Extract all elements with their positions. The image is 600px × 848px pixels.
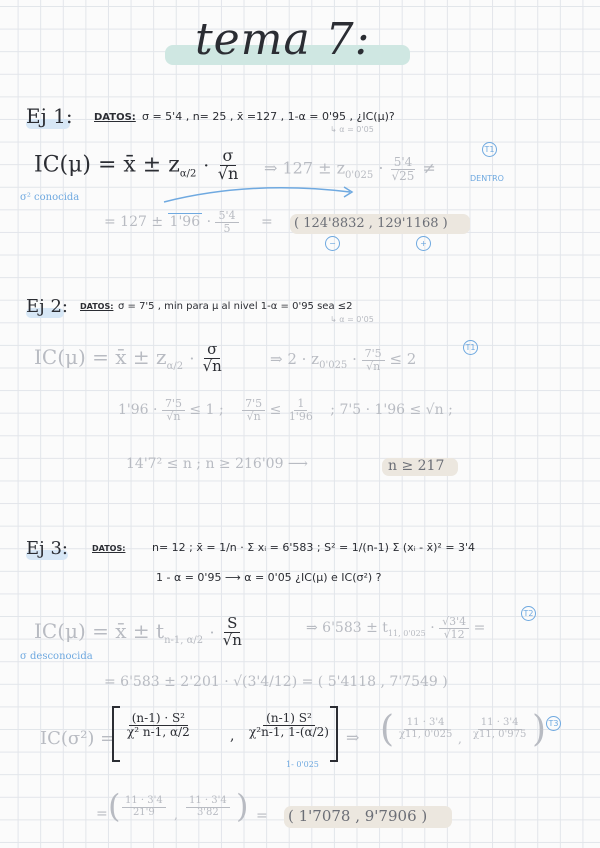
ej3-final-den1: 21'9 [132, 806, 155, 818]
ej3-den-sqrt12: √12 [443, 627, 465, 641]
ej3-var-den1: χ² n-1, α/2 [127, 724, 190, 739]
ej3-var-note: 1- 0'025 [286, 760, 319, 769]
ej2-rhs-sub: 0'025 [319, 360, 348, 372]
ej1-result: ( 124'8832 , 129'1168 ) [294, 216, 448, 231]
ej3-final-paren-open: ( [108, 787, 121, 825]
ej3-final-comma: , [174, 808, 178, 822]
ej1-plus-circle: + [416, 236, 431, 251]
ej3-rhs: ⇒ $6'583 \pm t_{11, 0'025}$ · $\frac{√3'4}{√12}$ = [306, 615, 486, 641]
ej2-l2-frac3 [286, 398, 316, 422]
ej2-datos: DATOS: [80, 302, 114, 311]
ej1-den-sqrt25: √25 [391, 168, 415, 183]
ej1-label: Ej 1: [26, 104, 73, 128]
ej3-rhs-sub: 11, 0'025 [387, 628, 426, 638]
ej3-final-frac2 [186, 796, 230, 818]
ej1-sqrt-n: √n [217, 163, 239, 183]
ej3-ic-sub: n-1, α/2 [164, 634, 204, 646]
ej3-var-frac3 [396, 718, 455, 740]
ej1-num-54: 5'4 [391, 156, 416, 170]
ej3-icvar-frac1 [124, 712, 193, 738]
ej3-num-sqrt34: √3'4 [439, 616, 469, 629]
ej3-icvar-frac1-wrap [124, 712, 193, 738]
ej2-le: ≤ [269, 402, 282, 419]
ej3-label: Ej 3: [26, 538, 68, 559]
ej3-final-frac2-wrap [186, 796, 230, 818]
ej2-rhs-text: ⇒ 2 · z [270, 350, 320, 369]
ej2-sqrt-n: √n [202, 356, 222, 375]
ej3-final-num1: 11 · 3'4 [122, 796, 166, 808]
ej1-line2-num: 5'4 [215, 210, 238, 223]
ej2-sigma: σ [204, 342, 220, 359]
ej1-val-196: 1'96 [169, 214, 201, 231]
ej3-s: S [224, 616, 240, 633]
ej2-sigma-frac [200, 342, 225, 375]
ej2-l2-den1: √n [166, 409, 181, 423]
ej3-var-frac4 [470, 718, 529, 740]
ej3-var-rhs-frac3-wrap [396, 718, 455, 740]
ej2-given: σ = 7'5 , min para μ al nivel 1-α = 0'95 sea ≤2 [118, 301, 353, 312]
ej1-alpha-note: ↳ α = 0'05 [330, 125, 374, 134]
ej3-icvar-lhs: IC(σ²) = [40, 728, 116, 749]
ej1-line2-den: 5 [223, 221, 231, 235]
ej1-rhs-frac [389, 156, 418, 182]
ej1-rhs: ⇒ $127 \pm z_{0'025}$ · $\frac{5'4}{√25}$ ≠ [264, 155, 436, 183]
ej3-final-frac1-wrap [122, 796, 166, 818]
ej2-circle-t1: T1 [463, 340, 478, 355]
ej3-var-num1: (n-1) · S² [129, 712, 188, 726]
ej2-l2-num2: 7'5 [242, 398, 265, 411]
ej1-line2-a: = 127 ± [104, 214, 164, 231]
ej3-var-rhs-paren: ( [380, 709, 395, 750]
ej3-var-num3: 11 · 3'4 [404, 718, 448, 730]
ej1-sigma: σ [220, 148, 237, 166]
ej1-rhs-sub: 0'025 [345, 169, 374, 181]
ej3-ic-formula: IC(μ) = x̄ ± $t_{n-1, \alpha/2}$ · $\frac{S}{√n}$ [34, 616, 245, 649]
ej3-final-paren-close: ) [236, 787, 249, 825]
ej3-var-rhs-paren-close: ) [532, 709, 547, 750]
ej1-line2-eq: = [260, 214, 273, 231]
ej2-label: Ej 2: [26, 296, 68, 317]
ej2-alpha-note: ↳ α = 0'05 [330, 315, 374, 324]
ej2-rhs: ⇒ $2 \cdot z_{0'025}$ · $\frac{7'5}{√n}$ ≤ 2 [270, 347, 417, 373]
ej2-ic-sub: α/2 [166, 360, 184, 372]
ej3-icvar-frac2 [246, 712, 332, 738]
ej2-rhs-frac [362, 348, 385, 372]
ej3-rhs-eq: = [473, 620, 486, 637]
ej3-icvar-frac2-wrap [246, 712, 332, 738]
ej2-le1: ≤ 1 ; [189, 402, 224, 419]
ej2-l2-a: 1'96 · [118, 402, 158, 419]
ej2-le2: ≤ 2 [389, 350, 417, 369]
ej1-line2: = 127 ± 1'96 · $\frac{5'4}{5}$ = [104, 209, 273, 235]
ej3-final-den2: 3'82 [196, 806, 219, 818]
ej1-line2-frac [215, 210, 238, 234]
ej2-l2-num1: 7'5 [162, 398, 185, 411]
ej2-l2-frac2 [242, 398, 265, 422]
ej3-final-num2: 11 · 3'4 [186, 796, 230, 808]
ej1-ic-formula: IC(μ) = x̄ ± $z_{\alpha/2}$ · $\frac{\sigma}{√n}$ [34, 148, 241, 183]
ej3-var-rhs-frac4-wrap [470, 718, 529, 740]
ej3-icvar-comma: , [230, 728, 235, 744]
ej1-arrow [160, 178, 360, 208]
ej2-line2 [118, 398, 453, 422]
ej1-ic-sub: α/2 [179, 168, 197, 180]
ej3-var-den2: χ²n-1, 1-(α/2) [249, 724, 329, 739]
ej3-final-lhs: = [96, 806, 108, 822]
ej3-datos: DATOS: [92, 544, 126, 553]
ej3-sqrt-n: √n [222, 630, 242, 649]
ej3-given-b: 1 - α = 0'95 ⟶ α = 0'05 ¿IC(μ) e IC(σ²) ? [156, 571, 382, 584]
ej2-rhs-num: 7'5 [362, 348, 385, 361]
ej3-var-den3: χ11, 0'025 [399, 728, 453, 740]
ej1-rhs-text: ⇒ 127 ± z [264, 158, 346, 178]
ej2-l2-frac1 [162, 398, 185, 422]
ej1-ic-text: IC(μ) = x̄ ± z [34, 152, 180, 178]
ej1-circle-t1: T1 [482, 142, 497, 157]
ej1-datos: DATOS: [94, 112, 136, 123]
ej2-l2-num3: 1 [294, 398, 307, 411]
ej3-final-eq: = [256, 808, 268, 824]
ej3-given-a: n= 12 ; x̄ = 1/n · Σ xᵢ = 6'583 ; S² = 1/(n-1) Σ (xᵢ - x̄)² = 3'4 [152, 541, 476, 554]
ej2-line3: 14'7² ≤ n ; n ≥ 216'09 ⟶ [126, 456, 308, 472]
ej3-circle-t3: T3 [546, 716, 561, 731]
ej3-left-bracket [112, 706, 120, 762]
ej3-final-result: ( 1'7078 , 9'7906 ) [288, 807, 428, 825]
ej3-circle-t2: T2 [521, 606, 536, 621]
ej3-var-num4: 11 · 3'4 [478, 718, 522, 730]
ej3-rhs-frac [439, 616, 469, 640]
ej2-rhs-den: √n [366, 359, 381, 373]
ej2-ic-text: IC(μ) = x̄ ± z [34, 344, 167, 369]
ej2-l2-den3: 1'96 [288, 409, 313, 423]
ej1-dentro: DENTRO [470, 174, 504, 183]
ej3-rhs-text: ⇒ 6'583 ± t [306, 620, 388, 637]
ej3-var-rhs-comma: , [458, 732, 462, 746]
ej1-minus-circle: − [325, 236, 340, 251]
ej3-line2: = 6'583 ± 2'201 · √(3'4/12) = ( 5'4118 , 7'7549 ) [104, 674, 448, 690]
ej3-ic-text: IC(μ) = x̄ ± t [34, 618, 165, 643]
ej3-final-frac1 [122, 796, 166, 818]
ej2-ic-formula: IC(μ) = x̄ ± $z_{\alpha/2}$ · $\frac{\sigma}{√n}$ [34, 342, 225, 375]
ej2-l2-den2: √n [246, 409, 261, 423]
ej3-s-frac [220, 616, 245, 649]
ej3-var-den4: χ11, 0'975 [473, 728, 527, 740]
ej1-conocida: σ² conocida [20, 192, 80, 203]
ej2-l2-c: ; 7'5 · 1'96 ≤ √n ; [330, 402, 453, 419]
ej1-given: σ = 5'4 , n= 25 , x̄ =127 , 1-α = 0'95 , ¿IC(μ)? [142, 110, 395, 123]
page-title: tema 7: [195, 14, 371, 65]
ej3-desconocida: σ desconocida [20, 651, 93, 662]
ej3-var-rhs: ⇒ [346, 728, 360, 747]
ej3-var-num2: (n-1) S² [263, 712, 315, 726]
ej2-result: n ≥ 217 [388, 458, 445, 474]
